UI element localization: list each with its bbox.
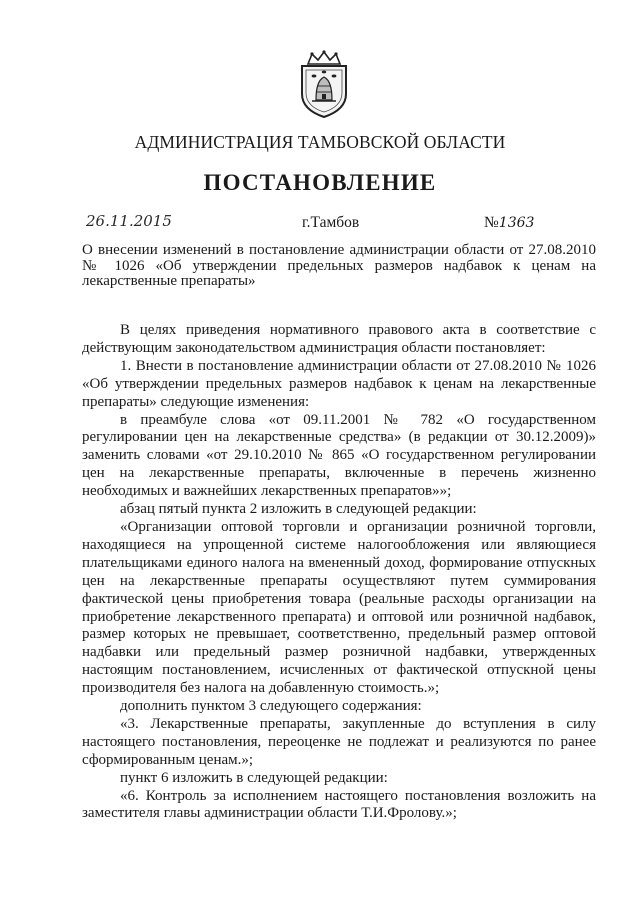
body-paragraph: в преамбуле слова «от 09.11.2001 № 782 «О государственном регулировании цен на лекарственные средства» (в редакции от 30.12.2009)» заменить словами «от 29.10.2010 № 865 «О государственном регулировании цен на лекарственные препараты, включенные в перечень жизненно необходимых и важнейших лекарственных препаратов»»; bbox=[82, 411, 596, 500]
body-paragraph: дополнить пунктом 3 следующего содержания: bbox=[120, 698, 422, 715]
number-value: 1363 bbox=[498, 215, 535, 231]
document-number bbox=[484, 214, 534, 232]
document-subject: О внесении изменений в постановление администрации области от 27.08.2010 № 1026 «Об утверждении предельных размеров надбавок к ценам на лекарственные препараты» bbox=[82, 242, 596, 289]
document-type-title: ПОСТАНОВЛЕНИЕ bbox=[203, 170, 437, 195]
body-paragraph: «Организации оптовой торговли и организации розничной торговли, находящиеся на упрощенной системе налогообложения или являющиеся плательщиками единого налога на вмененный доход, формирование отпускных цен на лекарственные препараты осуществляют путем суммирования фактической цены приобретения товара (реальные расходы организации на приобретение лекарственного препарата) и оптовой или розничной надбавок, размер которых не превышает, соответственно, предельный размер оптовой надбавки или предельный размер розничной надбавки, утвержденных настоящим постановлением, исчисленных от фактической отпускной цены производителя без налога на добавленную стоимость.»; bbox=[82, 518, 596, 697]
organization-name: АДМИНИСТРАЦИЯ ТАМБОВСКОЙ ОБЛАСТИ bbox=[134, 132, 506, 152]
document-date: 26.11.2015 bbox=[86, 212, 172, 230]
coat-of-arms-icon bbox=[296, 50, 352, 118]
body-paragraph: абзац пятый пункта 2 изложить в следующей редакции: bbox=[120, 501, 477, 518]
body-paragraph: 1. Внести в постановление администрации области от 27.08.2010 № 1026 «Об утверждении предельных размеров надбавок к ценам на лекарственные препараты» следующие изменения: bbox=[82, 357, 596, 410]
body-paragraph: «3. Лекарственные препараты, закупленные до вступления в силу настоящего постановления, переоценке не подлежат и реализуются по ранее сформированным ценам.»; bbox=[82, 715, 596, 768]
body-paragraph: В целях приведения нормативного правового акта в соответствие с действующим законодательством администрация области постановляет: bbox=[82, 322, 596, 356]
body-paragraph: «6. Контроль за исполнением настоящего постановления возложить на заместителя главы администрации области Т.И.Фролову.»; bbox=[82, 787, 596, 822]
document-body bbox=[82, 322, 596, 823]
document-city: г.Тамбов bbox=[302, 214, 360, 231]
number-prefix: № bbox=[484, 214, 499, 231]
body-paragraph: пункт 6 изложить в следующей редакции: bbox=[120, 769, 388, 786]
